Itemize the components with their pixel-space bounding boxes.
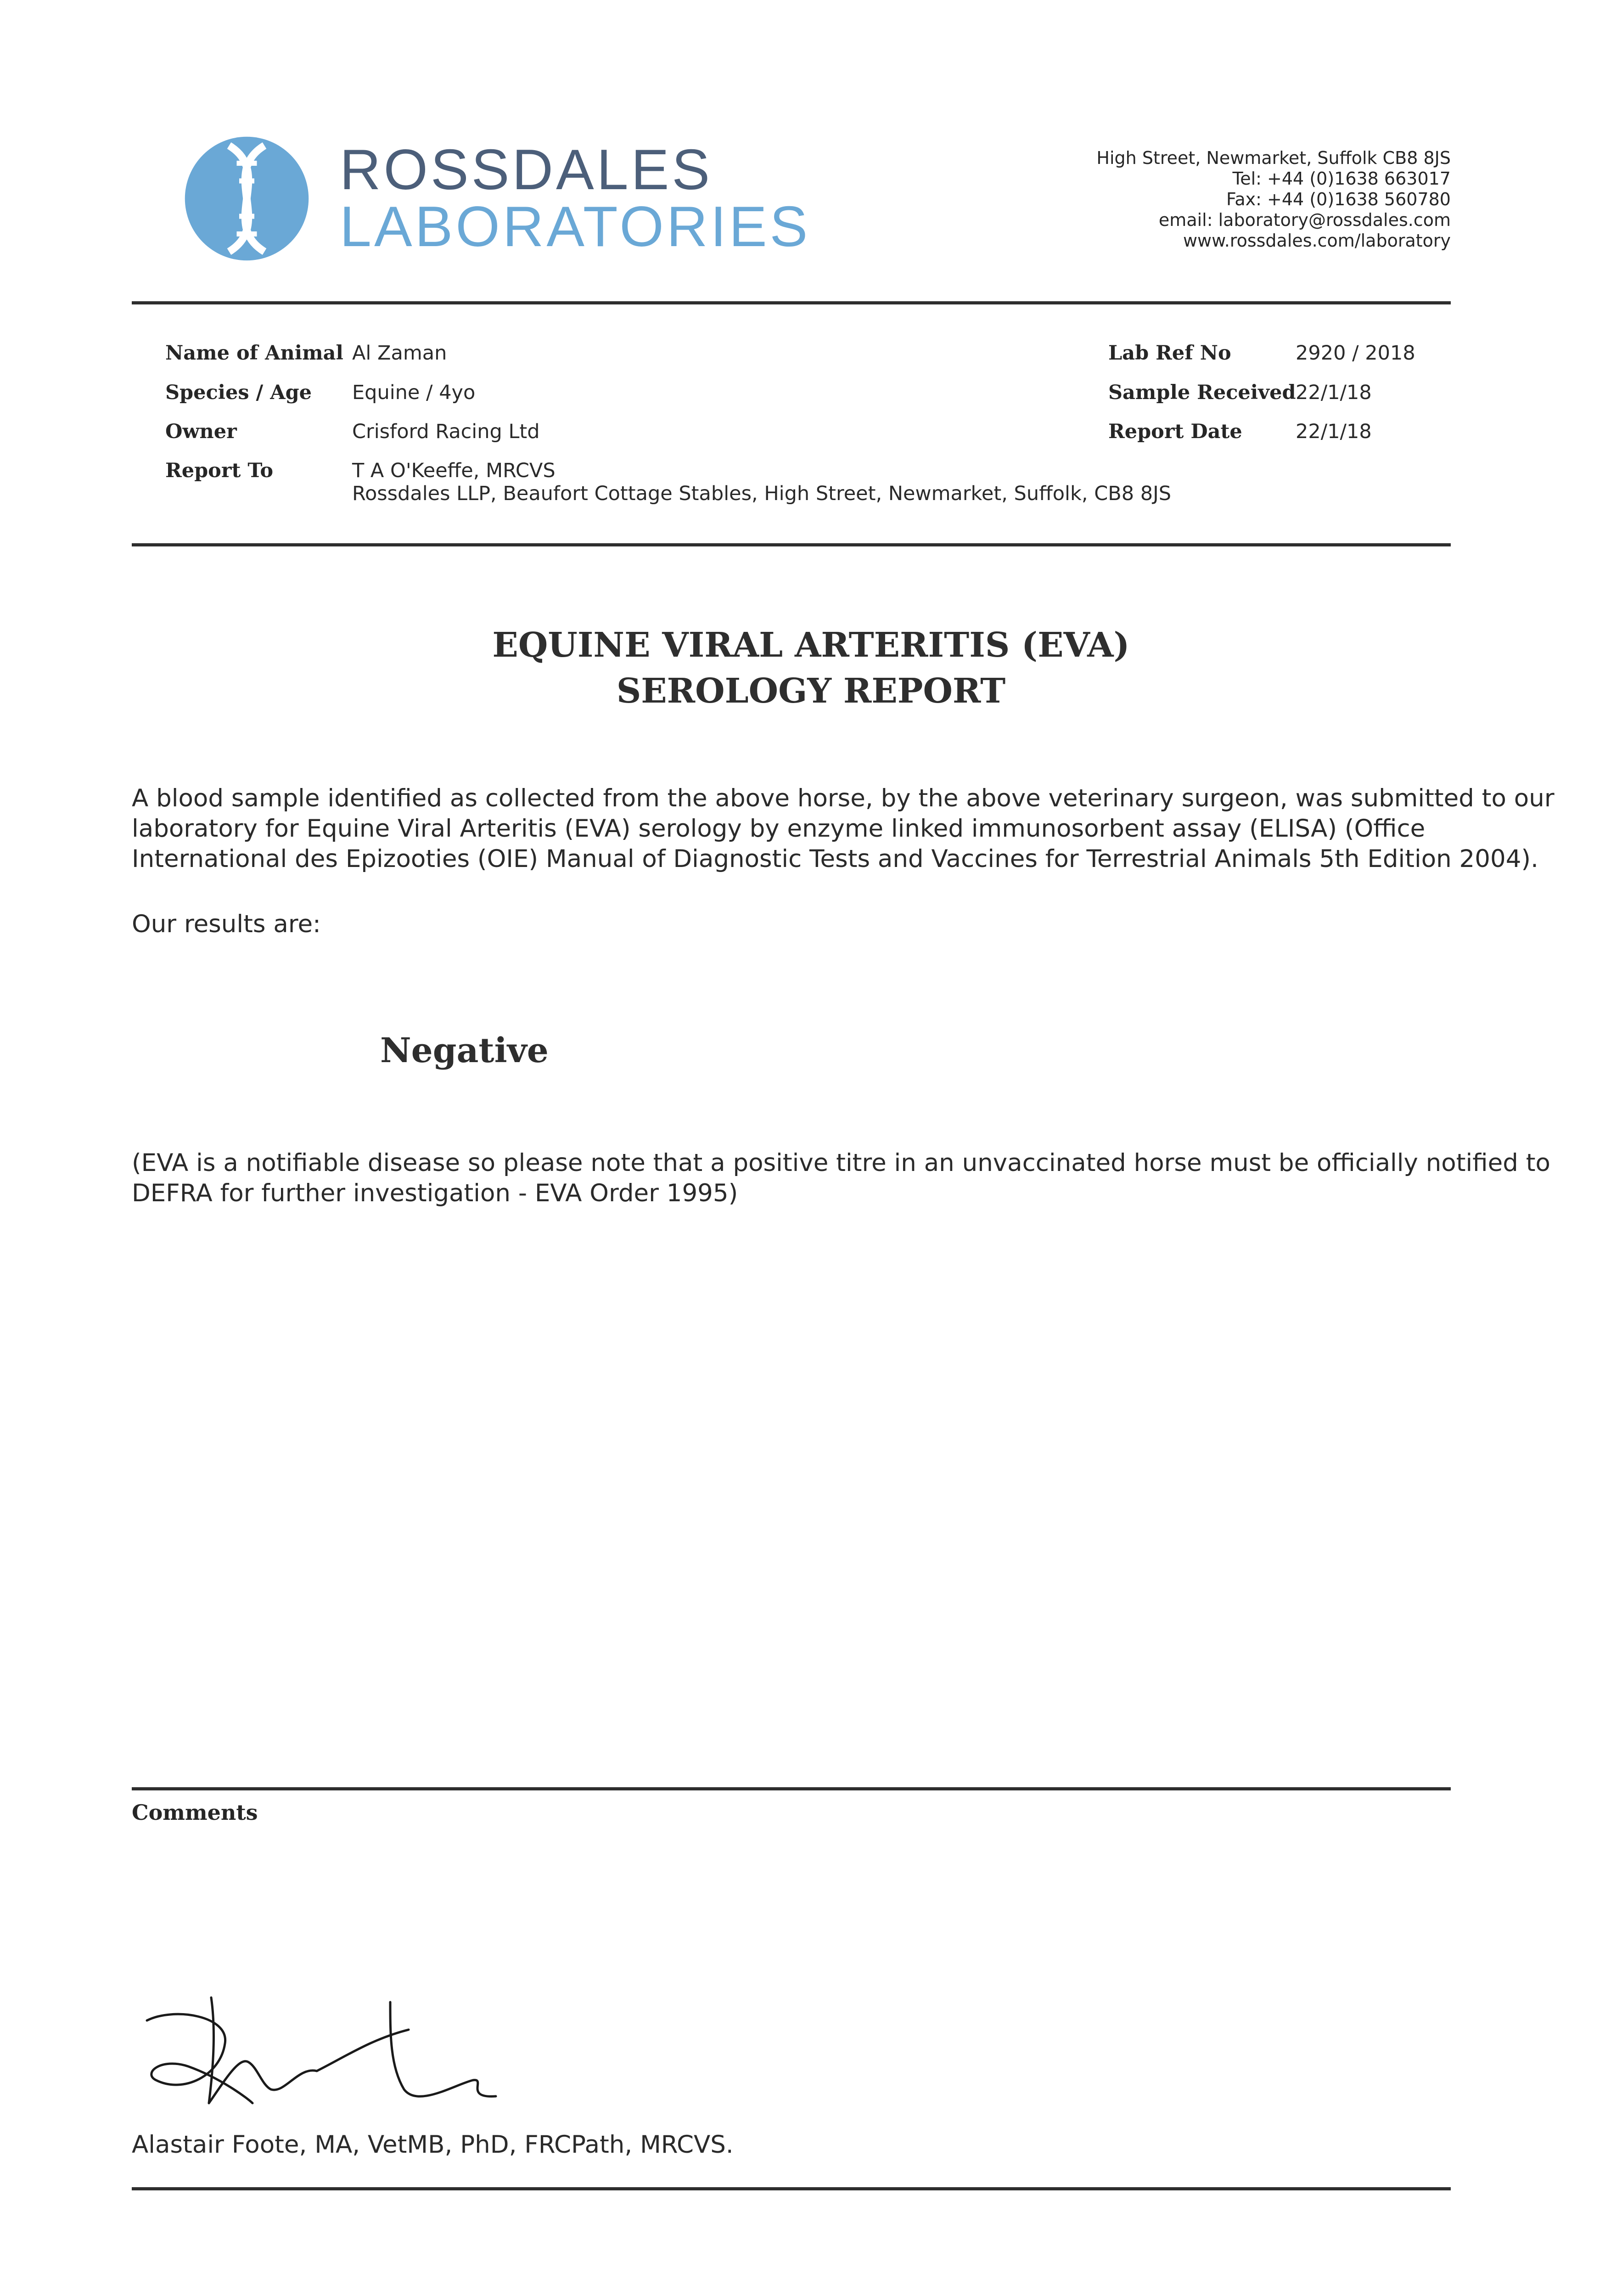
note-line: (EVA is a notifiable disease so please note that a positive titre in an unvaccinated horse must be officially notified to: [132, 1149, 1550, 1177]
report-to-label: Report To: [165, 459, 274, 482]
species-age-label: Species / Age: [165, 381, 312, 404]
report-date-label: Report Date: [1108, 420, 1242, 443]
intro-line: International des Epizooties (OIE) Manual of Diagnostic Tests and Vaccines for Terrestrial Animals 5th Edition 2004).: [132, 845, 1538, 873]
owner-label: Owner: [165, 420, 237, 443]
address-line: High Street, Newmarket, Suffolk CB8 8JS: [1096, 148, 1451, 168]
divider-top: [132, 301, 1451, 304]
owner-value: Crisford Racing Ltd: [352, 420, 540, 443]
lab-ref-value: 2920 / 2018: [1296, 342, 1415, 365]
note-line: DEFRA for further investigation - EVA Order 1995): [132, 1179, 738, 1207]
divider-info: [132, 543, 1451, 546]
lab-ref-label: Lab Ref No: [1108, 342, 1231, 365]
report-date-value: 22/1/18: [1296, 420, 1372, 443]
fax-line: Fax: +44 (0)1638 560780: [1226, 189, 1451, 209]
website-line: www.rossdales.com/laboratory: [1183, 231, 1451, 251]
report-to-address: Rossdales LLP, Beaufort Cottage Stables, High Street, Newmarket, Suffolk, CB8 8JS: [352, 482, 1172, 505]
lab-address-block: [1038, 148, 1451, 251]
intro-line: laboratory for Equine Viral Arteritis (EVA) serology by enzyme linked immunosorbent assay (ELISA) (Office: [132, 815, 1426, 843]
report-title-line1: EQUINE VIRAL ARTERITIS (EVA): [492, 625, 1130, 665]
logo-wordmark-top: ROSSDALES: [340, 138, 713, 202]
email-line: email: laboratory@rossdales.com: [1158, 210, 1451, 230]
divider-bottom: [132, 2187, 1451, 2190]
results-intro: Our results are:: [132, 910, 321, 938]
sample-received-value: 22/1/18: [1296, 381, 1372, 404]
report-to-name: T A O'Keeffe, MRCVS: [352, 459, 556, 482]
report-title-line2: SEROLOGY REPORT: [616, 671, 1006, 711]
signatory-name: Alastair Foote, MA, VetMB, PhD, FRCPath, MRCVS.: [132, 2131, 734, 2159]
name-of-animal-value: Al Zaman: [352, 342, 447, 365]
intro-paragraph: [132, 783, 1555, 874]
logo-wordmark-bottom: LABORATORIES: [340, 195, 811, 259]
sample-received-label: Sample Received: [1108, 381, 1296, 404]
species-age-value: Equine / 4yo: [352, 381, 476, 404]
notifiable-note: [132, 1148, 1550, 1209]
handwritten-signature: [133, 1988, 537, 2117]
name-of-animal-label: Name of Animal: [165, 342, 343, 365]
phone-line: Tel: +44 (0)1638 663017: [1232, 169, 1451, 189]
intro-line: A blood sample identified as collected from the above horse, by the above veterinary surgeon, was submitted to our: [132, 784, 1555, 812]
comments-label: Comments: [132, 1800, 258, 1825]
result-value: Negative: [380, 1031, 549, 1070]
divider-comments: [132, 1787, 1451, 1790]
dna-logo-icon: [184, 135, 310, 262]
